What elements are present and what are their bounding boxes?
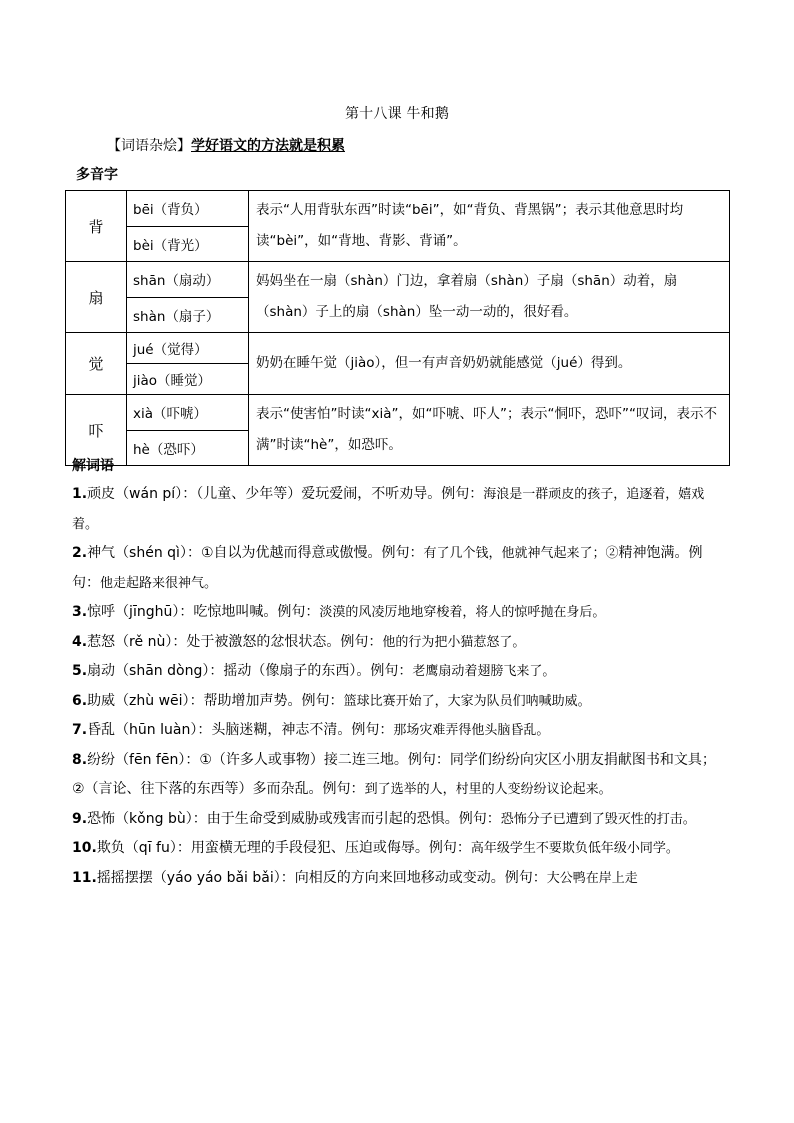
reading-cell: shàn（扇子） [127, 297, 249, 333]
entry-word: 惹怒 [87, 633, 116, 650]
entry-word: 顽皮 [87, 486, 116, 502]
explanation-cell: 妈妈坐在一扇（shàn）门边，拿着扇（shàn）子扇（shān）动着，扇（shàn）子上的扇（shàn）坠一动一动的，很好看。 [249, 262, 730, 333]
entry-pinyin: （yáo yáo bǎi bǎi） [152, 869, 281, 886]
entry-definition: ：由于生命受到威胁或残害而引起的恐惧。例句： [192, 810, 501, 827]
entry-definition: ：头脑迷糊，神志不清。例句： [197, 722, 394, 738]
page-title: 第十八课 牛和鹅 [344, 106, 450, 122]
polyphone-char: 吓 [66, 395, 127, 466]
list-item [72, 746, 724, 805]
table-row [66, 333, 730, 364]
entry-pinyin: （wán pí） [115, 486, 183, 502]
entry-word: 扇动 [87, 663, 116, 679]
entry-word: 惊呼 [87, 604, 116, 620]
entry-definition: ：帮助增加声势。例句： [189, 692, 344, 709]
entry-pinyin: （kǒng bù） [115, 810, 193, 827]
polyphone-char: 背 [66, 191, 127, 262]
list-item [72, 539, 724, 598]
entry-pinyin: （rě nù） [115, 633, 173, 650]
entry-definition: ：向相反的方向来回地移动或变动。例句： [280, 869, 547, 886]
entry-word: 昏乱 [87, 722, 116, 738]
reading-cell: bēi（背负） [127, 191, 249, 227]
explanation-cell: 奶奶在睡午觉（jiào），但一有声音奶奶就能感觉（jué）得到。 [249, 333, 730, 395]
entry-definition-2: 精神饱满。例句： [72, 545, 703, 591]
entry-pinyin: （hūn luàn） [115, 722, 198, 738]
list-item [72, 657, 724, 687]
entry-number: 2. [72, 545, 88, 561]
entry-number: 9. [72, 810, 88, 827]
entry-word: 神气 [87, 545, 116, 561]
table-row [66, 191, 730, 227]
entry-number: 11. [72, 869, 97, 886]
entry-number: 10. [72, 840, 97, 856]
entry-definition: ：（儿童、少年等）爱玩爱闹，不听劝导。例句： [182, 486, 484, 502]
entry-number: 7. [72, 722, 88, 738]
section-motto: 学好语文的方法就是积累 [191, 138, 345, 154]
entry-word: 欺负 [96, 840, 125, 856]
entry-pinyin: （shān dòng） [115, 663, 210, 679]
entry-definition: ：①自以为优越而得意或傲慢。例句： [186, 545, 424, 561]
reading-cell: jiào（睡觉） [127, 364, 249, 395]
list-item [72, 834, 724, 864]
list-item [72, 805, 724, 835]
entry-example: 篮球比赛开始了，大家为队员们呐喊助威。 [343, 693, 591, 709]
entry-example: 老鹰扇动着翅膀飞来了。 [412, 664, 556, 679]
entry-pinyin: （qī fu） [124, 840, 177, 856]
reading-cell: xià（吓唬） [127, 395, 249, 431]
vocab-heading: 解词语 [72, 458, 114, 474]
reading-cell: jué（觉得） [127, 333, 249, 364]
entry-definition: ：①（许多人或事物）接二连三地。例句：同学们纷纷向灾区小朋友捐献图书和文具；②（言论、往下落的东西等）多而杂乱。例句： [72, 751, 716, 797]
explanation-cell: 表示“人用背驮东西”时读“bēi”，如“背负、背黑锅”；表示其他意思时均读“bèi”，如“背地、背影、背诵”。 [249, 191, 730, 262]
entry-pinyin: （shén qì） [115, 545, 187, 561]
entry-example: 淡漠的风凌厉地地穿梭着，将人的惊呼抛在身后。 [319, 605, 606, 620]
entry-pinyin: （jīnghū） [115, 604, 180, 620]
entry-example: 有了几个钱，他就神气起来了；② [423, 546, 619, 561]
polyphone-char: 扇 [66, 262, 127, 333]
entry-number: 3. [72, 604, 88, 620]
section-tag: 【词语杂烩】 [107, 138, 191, 154]
entry-number: 1. [72, 486, 88, 502]
reading-cell: shān（扇动） [127, 262, 249, 298]
entry-word: 助威 [87, 692, 116, 709]
entry-definition: ：摇动（像扇子的东西）。例句： [209, 663, 413, 679]
vocab-list [72, 480, 724, 893]
entry-definition: ：吃惊地叫喊。例句： [179, 604, 320, 620]
entry-example: 大公鸭在岸上走 [546, 870, 638, 886]
polyphone-table [65, 190, 730, 466]
entry-pinyin: （zhù wēi） [115, 692, 190, 709]
entry-number: 8. [72, 751, 88, 768]
table-row [66, 262, 730, 298]
entry-example: 他的行为把小猫惹怒了。 [382, 634, 526, 650]
entry-example: 到了选举的人，村里的人变纷纷议论起来。 [364, 782, 612, 797]
entry-definition: ：处于被激怒的忿恨状态。例句： [172, 633, 383, 650]
entry-word: 纷纷 [87, 751, 116, 768]
entry-word: 摇摇摆摆 [96, 869, 153, 886]
list-item [72, 628, 724, 658]
entry-example: 海浪是一群顽皮的孩子，追逐着，嬉戏着。 [72, 487, 705, 532]
entry-number: 6. [72, 692, 88, 709]
entry-pinyin: （fēn fēn） [115, 751, 186, 768]
entry-example: 恐怖分子已遭到了毁灭性的打击。 [500, 811, 696, 827]
list-item [72, 716, 724, 746]
entry-definition: ：用蛮横无理的手段侵犯、压迫或侮辱。例句： [176, 840, 471, 856]
list-item [72, 480, 724, 539]
table-row [66, 395, 730, 431]
list-item [72, 598, 724, 628]
polyphone-heading: 多音字 [76, 167, 118, 183]
entry-number: 5. [72, 663, 88, 679]
reading-cell: bèi（背光） [127, 226, 249, 262]
entry-word: 恐怖 [87, 810, 116, 827]
entry-example-2: 他走起路来很神气。 [100, 575, 218, 591]
entry-number: 4. [72, 633, 88, 650]
entry-example: 那场灾难弄得他头脑昏乱。 [393, 723, 550, 738]
polyphone-char: 觉 [66, 333, 127, 395]
reading-cell: hè（恐吓） [127, 430, 249, 466]
section-heading [107, 135, 345, 155]
entry-example: 高年级学生不要欺负低年级小同学。 [470, 841, 679, 856]
list-item [72, 864, 724, 894]
explanation-cell: 表示“使害怕”时读“xià”，如“吓唬、吓人”；表示“恫吓，恐吓”“叹词，表示不满”时读“hè”，如恐吓。 [249, 395, 730, 466]
list-item [72, 687, 724, 717]
